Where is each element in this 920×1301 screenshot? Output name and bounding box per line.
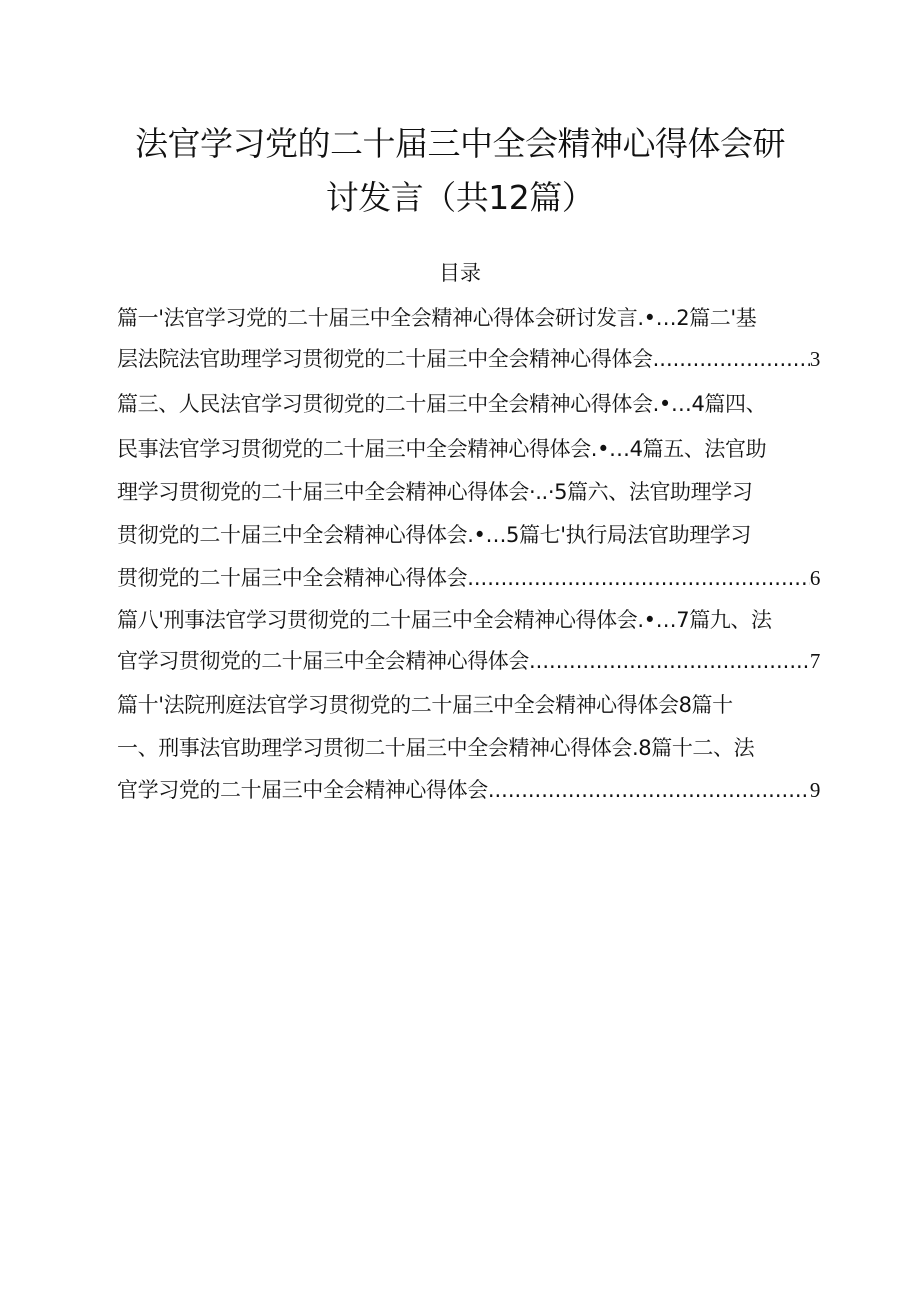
toc-line-9[interactable] [117, 646, 820, 676]
toc-line-6[interactable] [117, 520, 751, 550]
toc-heading: 目录 [439, 261, 481, 285]
toc-leader-dots [529, 646, 810, 676]
toc-line-10[interactable] [117, 690, 733, 720]
toc-line-text: 篇三、人民法官学习贯彻党的二十届三中全会精神心得体会.•…4篇四、 [117, 392, 767, 416]
toc-line-text: 篇十'法院刑庭法官学习贯彻党的二十届三中全会精神心得体会8篇十 [117, 693, 733, 717]
document-title-line-2: 讨发言（共12篇） [325, 178, 595, 217]
toc-line-8[interactable] [117, 605, 772, 635]
toc-line-text: 贯彻党的二十届三中全会精神心得体会.•…5篇七'执行局法官助理学习 [117, 523, 751, 547]
toc-line-7[interactable] [117, 563, 820, 593]
toc-line-text: 层法院法官助理学习贯彻党的二十届三中全会精神心得体会 [117, 347, 653, 371]
toc-line-4[interactable] [117, 434, 766, 464]
toc-line-12[interactable] [117, 775, 820, 805]
toc-line-text: 一、刑事法官助理学习贯彻二十届三中全会精神心得体会.8篇十二、法 [117, 736, 755, 760]
toc-line-text: 官学习党的二十届三中全会精神心得体会 [117, 778, 488, 802]
toc-line-text: 民事法官学习贯彻党的二十届三中全会精神心得体会.•…4篇五、法官助 [117, 437, 767, 461]
toc-leader-dots [467, 563, 810, 593]
toc-line-text: 贯彻党的二十届三中全会精神心得体会 [117, 566, 468, 590]
toc-leader-dots [653, 344, 810, 374]
toc-page-number: 3 [809, 347, 820, 371]
toc-line-3[interactable] [117, 389, 766, 419]
toc-line-2[interactable] [117, 344, 820, 374]
toc-line-1[interactable] [117, 303, 756, 333]
toc-line-5[interactable] [117, 477, 752, 507]
toc-line-text: 官学习贯彻党的二十届三中全会精神心得体会 [117, 649, 529, 673]
toc-line-text: 篇一'法官学习党的二十届三中全会精神心得体会研讨发言.•…2篇二'基 [117, 306, 757, 330]
toc-line-text: 理学习贯彻党的二十届三中全会精神心得体会·..·5篇六、法官助理学习 [117, 480, 753, 504]
toc-page-number: 6 [809, 566, 820, 590]
toc-line-text: 篇八'刑事法官学习贯彻党的二十届三中全会精神心得体会.•…7篇九、法 [117, 608, 772, 632]
toc-page-number: 9 [809, 778, 820, 802]
toc-page-number: 7 [809, 649, 820, 673]
toc-leader-dots [488, 775, 810, 805]
document-title-line-1: 法官学习党的二十届三中全会精神心得体会研 [135, 124, 785, 163]
toc-line-11[interactable] [117, 733, 754, 763]
